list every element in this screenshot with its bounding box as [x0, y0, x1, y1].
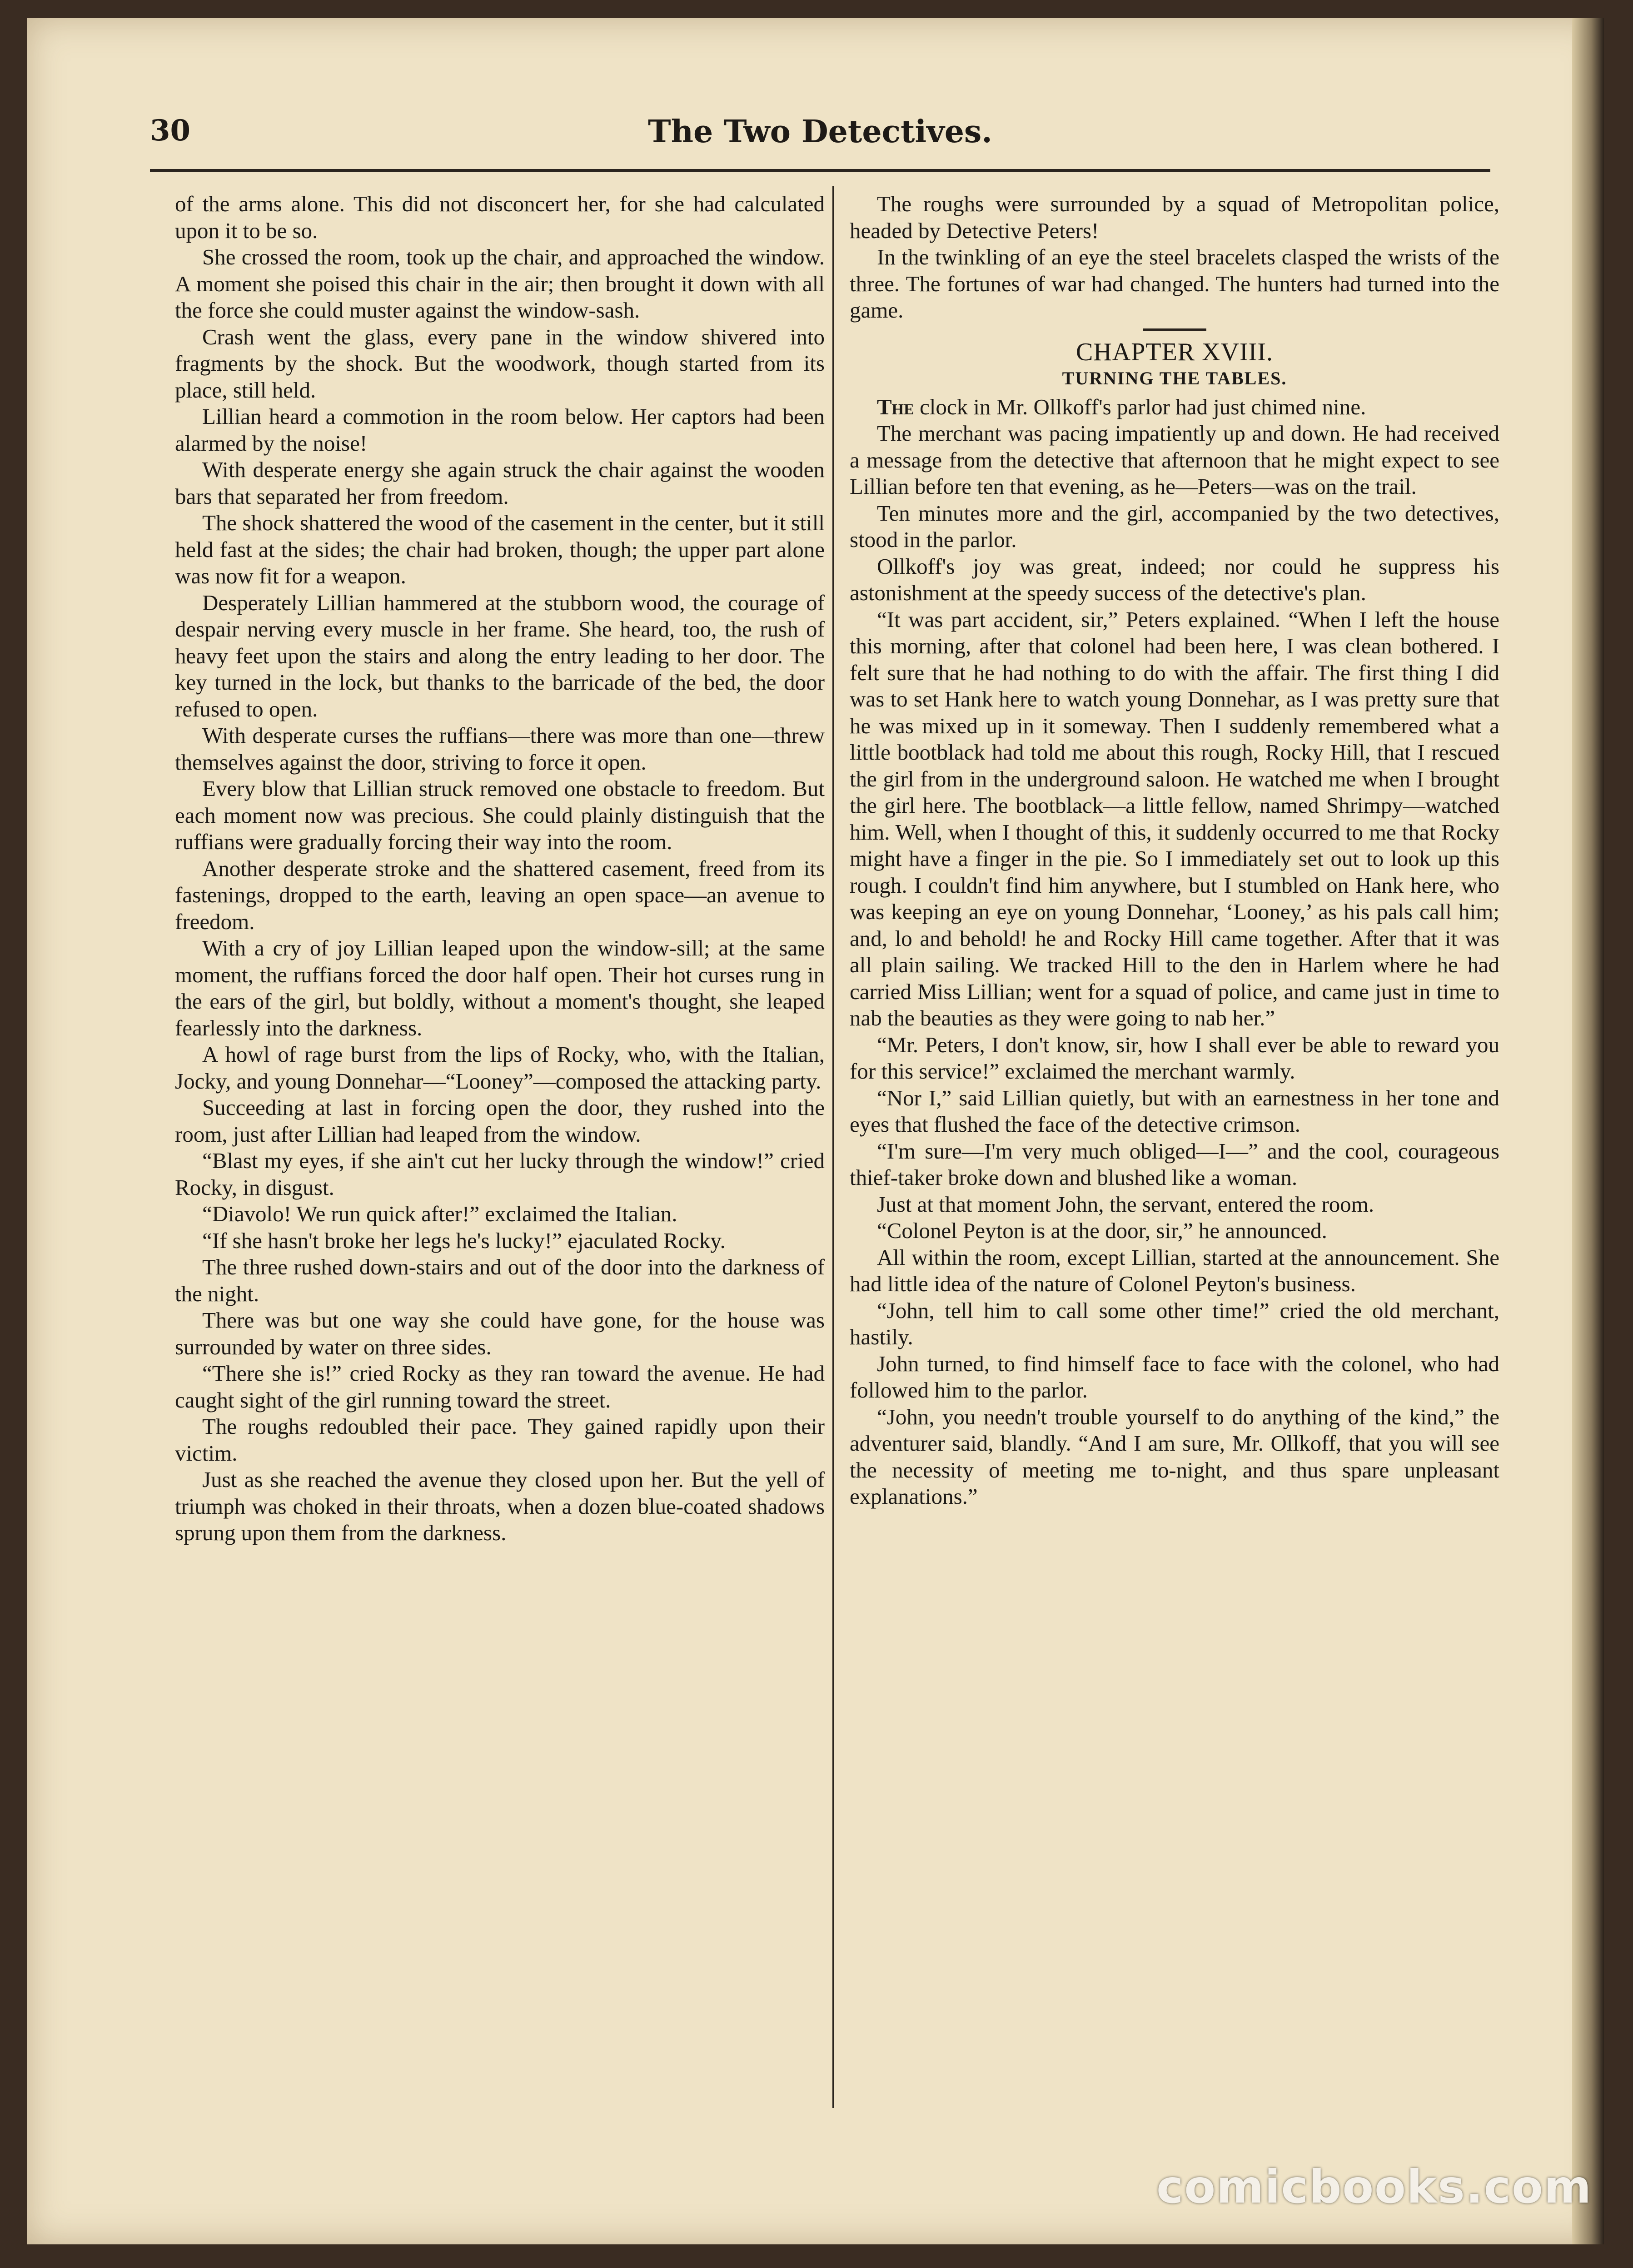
- binding-spine: [1572, 18, 1604, 2244]
- paragraph: “There she is!” cried Rocky as they ran toward the avenue. He had caught sight of the girl running toward the street.: [175, 1361, 825, 1413]
- paragraph-text: clock in Mr. Ollkoff's parlor had just chimed nine.: [914, 394, 1366, 419]
- paragraph: All within the room, except Lillian, started at the announcement. She had little idea of the nature of Colonel Peyton's business.: [850, 1244, 1499, 1296]
- chapter-subtitle: TURNING THE TABLES.: [1062, 368, 1287, 388]
- paragraph: With a cry of joy Lillian leaped upon the window-sill; at the same moment, the ruffians forced the door half open. Their hot curses rung in the ears of the girl, but boldly, without a moment's thought, she leaped fearlessly into the darkness.: [175, 935, 825, 1040]
- paragraph: “Mr. Peters, I don't know, sir, how I shall ever be able to reward you for this service!” exclaimed the merchant warmly.: [850, 1032, 1499, 1084]
- paragraph: “Blast my eyes, if she ain't cut her lucky through the window!” cried Rocky, in disgust.: [175, 1148, 825, 1200]
- paragraph: John turned, to find himself face to face with the colonel, who had followed him to the parlor.: [850, 1351, 1499, 1403]
- paragraph: With desperate curses the ruffians—there was more than one—threw themselves against the door, striving to force it open.: [175, 723, 825, 775]
- paragraph: Ollkoff's joy was great, indeed; nor could he suppress his astonishment at the speedy success of the detective's plan.: [850, 553, 1499, 605]
- paragraph: Crash went the glass, every pane in the window shivered into fragments by the shock. But the woodwork, though started from its place, still held.: [175, 324, 825, 403]
- paragraph: “I'm sure—I'm very much obliged—I—” and the cool, courageous thief-taker broke down and blushed like a woman.: [850, 1138, 1499, 1190]
- right-column: [850, 191, 1499, 1510]
- paragraph: Ten minutes more and the girl, accompanied by the two detectives, stood in the parlor.: [850, 500, 1499, 552]
- column-divider: [832, 186, 834, 2108]
- paragraph: The shock shattered the wood of the casement in the center, but it still held fast at the sides; the chair had broken, though; the upper part alone was now fit for a weapon.: [175, 510, 825, 588]
- paragraph: The roughs were surrounded by a squad of Metropolitan police, headed by Detective Peters!: [850, 191, 1499, 243]
- paragraph: In the twinkling of an eye the steel bracelets clasped the wrists of the three. The fortunes of war had changed. The hunters had turned into the game.: [850, 244, 1499, 323]
- paragraph: She crossed the room, took up the chair, and approached the window. A moment she poised this chair in the air; then brought it down with all the force she could muster against the window-sash.: [175, 244, 825, 323]
- page-header: [150, 104, 1490, 159]
- paragraph: The three rushed down-stairs and out of the door into the darkness of the night.: [175, 1254, 825, 1306]
- drop-word: The: [877, 394, 914, 419]
- paragraph: “Diavolo! We run quick after!” exclaimed the Italian.: [202, 1201, 677, 1226]
- paragraph: of the arms alone. This did not disconcert her, for she had calculated upon it to be so.: [175, 191, 825, 243]
- paragraph: Just at that moment John, the servant, entered the room.: [877, 1191, 1374, 1217]
- header-rule: [150, 169, 1490, 172]
- paragraph: A howl of rage burst from the lips of Rocky, who, with the Italian, Jocky, and young Donnehar—“Looney”—composed the attacking party.: [175, 1042, 825, 1094]
- paragraph: With desperate energy she again struck the chair against the wooden bars that separated her from freedom.: [175, 457, 825, 509]
- paragraph: Desperately Lillian hammered at the stubborn wood, the courage of despair nerving every muscle in her frame. She heard, too, the rush of heavy feet upon the stairs and along the entry leading to her door. The key turned in the lock, but thanks to the barricade of the bed, the door refused to open.: [175, 590, 825, 721]
- running-title: The Two Detectives.: [648, 114, 992, 150]
- paragraph: The roughs redoubled their pace. They gained rapidly upon their victim.: [175, 1414, 825, 1466]
- paragraph: “John, tell him to call some other time!” cried the old merchant, hastily.: [850, 1298, 1499, 1349]
- paragraph: There was but one way she could have gone, for the house was surrounded by water on three sides.: [175, 1308, 825, 1359]
- paragraph: Just as she reached the avenue they closed upon her. But the yell of triumph was choked in their throats, when a dozen blue-coated shadows sprung upon them from the darkness.: [175, 1467, 825, 1545]
- paragraph: [850, 394, 1499, 421]
- paragraph: “If she hasn't broke her legs he's lucky!” ejaculated Rocky.: [202, 1228, 726, 1253]
- page-number: 30: [150, 114, 191, 148]
- paragraph: “It was part accident, sir,” Peters explained. “When I left the house this morning, after that colonel had been here, I was clean bothered. I felt sure that he had nothing to do with the affair. The first thing I did was to set Hank here to watch young Donnehar, as I was pretty sure that he was mixed up in it someway. Then I suddenly remembered what a little bootblack had told me about this rough, Rocky Hill, that I rescued the girl from in the underground saloon. He watched me when I brought the girl here. The bootblack—a little fellow, named Shrimpy—watched him. Well, when I thought of this, it suddenly occurred to me that Rocky might have a finger in the pie. So I immediately set out to look up this rough. I couldn't find him anywhere, but I stumbled on Hank here, who was keeping an eye on young Donnehar, ‘Looney,’ as his pals call him; and, lo and behold! he and Rocky Hill came together. After that it was all plain sailing. We tracked Hill to the den in Harlem where he had carried Miss Lillian; went for a squad of police, and came just in time to nab the beauties as they were going to nab her.”: [850, 607, 1499, 1030]
- left-column: [175, 191, 825, 1547]
- paragraph: Lillian heard a commotion in the room below. Her captors had been alarmed by the noise!: [175, 404, 825, 456]
- chapter-title: CHAPTER XVIII.: [1076, 338, 1273, 366]
- paragraph: “Colonel Peyton is at the door, sir,” he announced.: [877, 1218, 1327, 1243]
- section-rule: [1143, 328, 1206, 331]
- paragraph: “John, you needn't trouble yourself to do anything of the kind,” the adventurer said, blandly. “And I am sure, Mr. Ollkoff, that you will see the necessity of meeting me to-night, and thus spare unpleasant explanations.”: [850, 1404, 1499, 1509]
- paragraph: Every blow that Lillian struck removed one obstacle to freedom. But each moment now was precious. She could plainly distinguish that the ruffians were gradually forcing their way into the room.: [175, 776, 825, 854]
- paragraph: Another desperate stroke and the shattered casement, freed from its fastenings, dropped to the earth, leaving an open space—an avenue to freedom.: [175, 855, 825, 934]
- site-watermark: comicbooks.com: [1156, 2160, 1592, 2213]
- paragraph: The merchant was pacing impatiently up and down. He had received a message from the detective that afternoon that he might expect to see Lillian before ten that evening, as he—Peters—was on the trail.: [850, 421, 1499, 499]
- paragraph: Succeeding at last in forcing open the door, they rushed into the room, just after Lillian had leaped from the window.: [175, 1095, 825, 1147]
- paragraph: “Nor I,” said Lillian quietly, but with an earnestness in her tone and eyes that flushed the face of the detective crimson.: [850, 1085, 1499, 1137]
